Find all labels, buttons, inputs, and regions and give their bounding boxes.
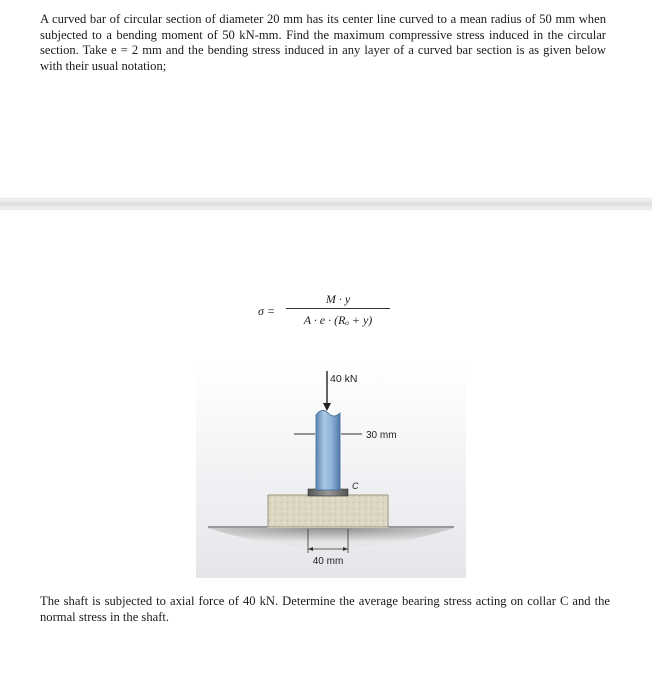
force-label: 40 kN: [330, 373, 358, 385]
shaft-collar-figure: [196, 363, 466, 578]
fraction-bar: [286, 308, 390, 309]
formula-denominator: A · e · (Rₒ + y): [303, 313, 373, 327]
formula-lhs: σ =: [258, 304, 276, 318]
collar-diameter-label: 40 mm: [312, 556, 344, 567]
formula-numerator: M · y: [325, 292, 351, 306]
concrete-base: [268, 495, 388, 527]
collar-label: C: [352, 481, 359, 491]
shaft-diameter-label: 30 mm: [366, 430, 397, 441]
question-2-text: The shaft is subjected to axial force of 40 kN. Determine the average bearing stress acting on collar C and the normal stress in the shaft.: [40, 594, 610, 624]
section-divider: [0, 198, 652, 210]
question-1-text: A curved bar of circular section of diameter 20 mm has its center line curved to a mean radius of 50 mm when subjected to a bending moment of 50 kN-mm. Find the maximum compressive stress induced in the circular section. Take e = 2 mm and the bending stress induced in any layer of a curved bar section is as given below with their usual notation;: [40, 12, 606, 73]
shaft: [316, 410, 340, 490]
shaft-collar-diagram: [196, 363, 466, 578]
